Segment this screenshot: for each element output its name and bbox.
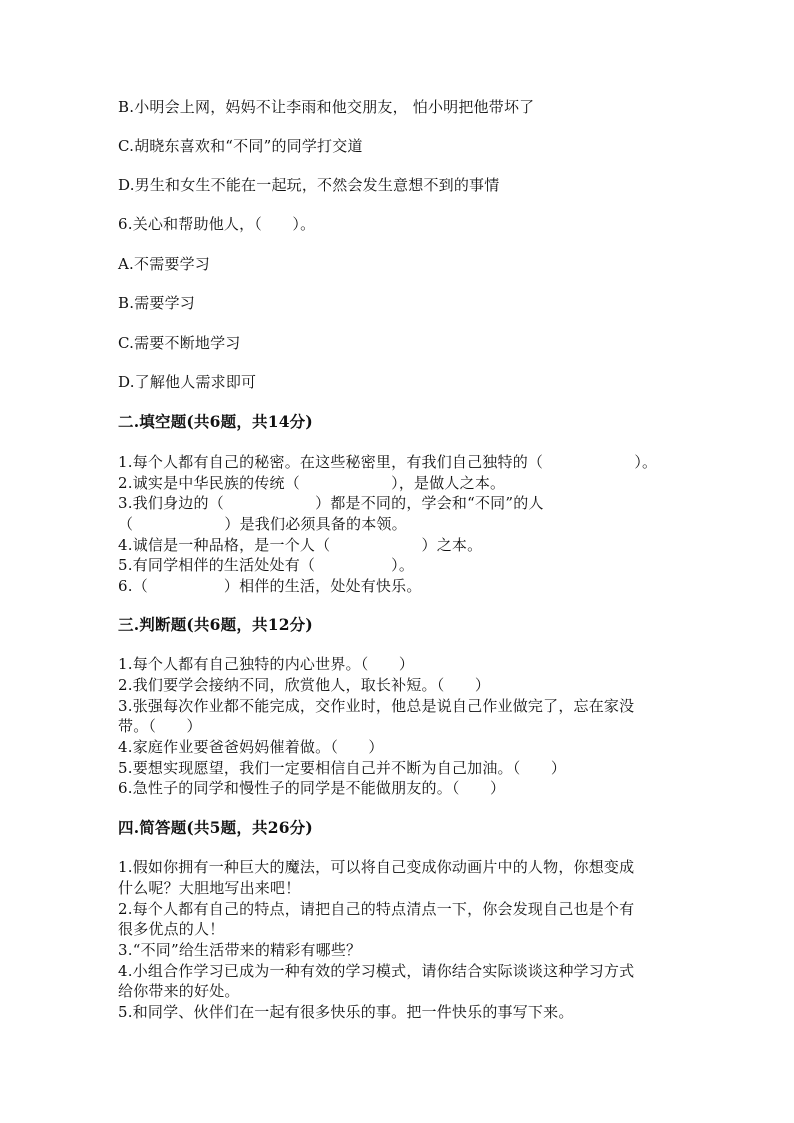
- q6-stem: 6.关心和帮助他人，（ ）。: [118, 215, 316, 233]
- section3-line: 带。（ ）: [118, 717, 202, 735]
- section3-line: 1.每个人都有自己独特的内心世界。（ ）: [118, 655, 415, 673]
- section4-line: 什么呢？大胆地写出来吧！: [118, 879, 301, 897]
- section2-line: （ ）是我们必须具备的本领。: [118, 515, 407, 533]
- section4-title: 四.简答题(共5题，共26分): [118, 818, 313, 837]
- section3-line: 2.我们要学会接纳不同，欣赏他人，取长补短。（ ）: [118, 676, 491, 694]
- q6-option-d: D.了解他人需求即可: [118, 373, 257, 391]
- section2-line: 6.（ ）相伴的生活，处处有快乐。: [118, 577, 422, 595]
- section3-line: 4.家庭作业要爸爸妈妈催着做。（ ）: [118, 738, 384, 756]
- section3-line: 6.急性子的同学和慢性子的同学是不能做朋友的。（ ）: [118, 779, 506, 797]
- section4-line: 3.“不同”给生活带来的精彩有哪些？: [118, 941, 362, 959]
- section4-line: 给你带来的好处。: [118, 982, 240, 1000]
- section2-title: 二.填空题(共6题，共14分): [118, 412, 313, 431]
- section2-line: 3.我们身边的（ ）都是不同的，学会和“不同”的人: [118, 494, 544, 512]
- section2-line: 5.有同学相伴的生活处处有（ ）。: [118, 556, 415, 574]
- section2-line: 1.每个人都有自己的秘密。在这些秘密里，有我们自己独特的（ ）。: [118, 453, 658, 471]
- section4-line: 2.每个人都有自己的特点，请把自己的特点清点一下，你会发现自己也是个有: [118, 900, 635, 918]
- q5-option-b: B.小明会上网，妈妈不让李雨和他交朋友， 怕小明把他带坏了: [118, 98, 535, 116]
- q6-option-a: A.不需要学习: [118, 255, 211, 273]
- section2-line: 2.诚实是中华民族的传统（ ），是做人之本。: [118, 474, 506, 492]
- section3-line: 3.张强每次作业都不能完成，交作业时，他总是说自己作业做完了，忘在家没: [118, 697, 635, 715]
- section3-line: 5.要想实现愿望，我们一定要相信自己并不断为自己加油。（ ）: [118, 759, 567, 777]
- section4-line: 很多优点的人！: [118, 920, 225, 938]
- section4-line: 1.假如你拥有一种巨大的魔法，可以将自己变成你动画片中的人物，你想变成: [118, 858, 635, 876]
- section2-line: 4.诚信是一种品格，是一个人（ ）之本。: [118, 536, 483, 554]
- section4-line: 4.小组合作学习已成为一种有效的学习模式，请你结合实际谈谈这种学习方式: [118, 962, 635, 980]
- section3-title: 三.判断题(共6题，共12分): [118, 615, 313, 634]
- section4-line: 5.和同学、伙伴们在一起有很多快乐的事。把一件快乐的事写下来。: [118, 1003, 574, 1021]
- q6-option-c: C.需要不断地学习: [118, 334, 241, 352]
- q5-option-c: C.胡晓东喜欢和“不同”的同学打交道: [118, 137, 363, 155]
- q5-option-d: D.男生和女生不能在一起玩，不然会发生意想不到的事情: [118, 176, 500, 194]
- q6-option-b: B.需要学习: [118, 294, 195, 312]
